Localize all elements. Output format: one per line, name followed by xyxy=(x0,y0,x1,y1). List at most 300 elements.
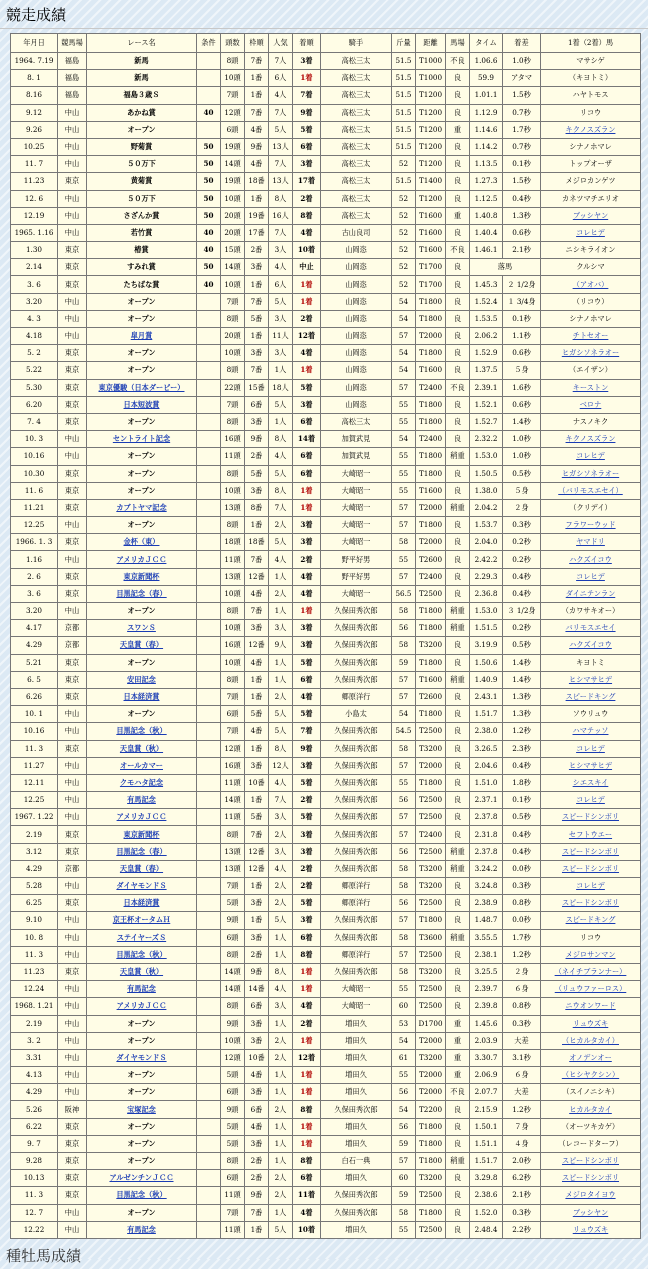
condition-cell xyxy=(197,379,221,396)
horse-link[interactable]: （ヒカルタカイ） xyxy=(562,1035,619,1045)
track-cell: 東京 xyxy=(58,499,87,516)
horse-link[interactable]: ブッシヤン xyxy=(572,1207,609,1217)
popularity-cell: 6人 xyxy=(269,276,293,293)
going-cell: 良 xyxy=(446,156,470,173)
table-row xyxy=(11,1101,641,1118)
going-cell: 不良 xyxy=(446,379,470,396)
date-cell: 10.13 xyxy=(11,1170,58,1187)
race-name-cell xyxy=(87,431,197,448)
race-link[interactable]: 日本短波賞 xyxy=(123,399,160,409)
jockey-cell: 高松三太 xyxy=(321,104,392,121)
time-cell: 59.9 xyxy=(470,70,503,87)
track-cell: 福島 xyxy=(58,70,87,87)
popularity-cell: 3人 xyxy=(269,843,293,860)
margin-cell: 0.4秒 xyxy=(503,568,541,585)
gate-cell: 5番 xyxy=(245,310,269,327)
field-size-cell: 16頭 xyxy=(221,757,245,774)
popularity-cell: 12人 xyxy=(269,757,293,774)
distance-cell: T1200 xyxy=(416,104,446,121)
gate-cell: 1番 xyxy=(245,328,269,345)
gate-cell: 2番 xyxy=(245,242,269,259)
gate-cell: 1番 xyxy=(245,190,269,207)
distance-cell: T3600 xyxy=(416,929,446,946)
placing-cell: 6着 xyxy=(293,671,321,688)
winner-cell: ソウリュウ xyxy=(541,706,641,723)
gate-cell: 4番 xyxy=(245,1067,269,1084)
horse-link[interactable]: キーストン xyxy=(572,382,609,392)
horse-link[interactable]: オノデンオー xyxy=(569,1052,612,1062)
horse-link[interactable]: キクノスズラン xyxy=(565,434,616,444)
horse-link[interactable]: スピードシンボリ xyxy=(561,1173,620,1183)
table-row xyxy=(11,156,641,173)
table-row xyxy=(11,1084,641,1101)
going-cell: 良 xyxy=(446,809,470,826)
table-row xyxy=(11,963,641,980)
weight-cell: 55 xyxy=(392,1067,416,1084)
weight-cell: 54 xyxy=(392,706,416,723)
weight-cell: 59 xyxy=(392,1187,416,1204)
margin-cell: 1.2秒 xyxy=(503,946,541,963)
race-link[interactable]: 目黒記念（秋） xyxy=(116,1190,167,1200)
race-link[interactable]: 有馬記念 xyxy=(127,1224,156,1234)
horse-link[interactable]: ハクズイコウ xyxy=(569,554,612,564)
weight-cell: 59 xyxy=(392,1135,416,1152)
track-cell: 東京 xyxy=(58,671,87,688)
popularity-cell: 4人 xyxy=(269,551,293,568)
jockey-cell: 山岡恣 xyxy=(321,396,392,413)
field-size-cell: 7頭 xyxy=(221,688,245,705)
horse-link[interactable]: シエスキイ xyxy=(572,777,609,787)
winner-cell xyxy=(541,1221,641,1238)
condition-cell xyxy=(197,345,221,362)
horse-link[interactable]: ハクズイコウ xyxy=(569,640,612,650)
weight-cell: 58 xyxy=(392,603,416,620)
time-cell: 1.14.2 xyxy=(470,138,503,155)
race-name-cell: 椿賞 xyxy=(87,242,197,259)
jockey-cell: 郷原洋行 xyxy=(321,878,392,895)
field-size-cell: 14頭 xyxy=(221,259,245,276)
race-link[interactable]: 京王杯オータムＨ xyxy=(112,915,171,925)
jockey-cell: 野平好男 xyxy=(321,568,392,585)
horse-link[interactable]: ニウオンワード xyxy=(565,1001,616,1011)
track-cell: 東京 xyxy=(58,362,87,379)
weight-cell: 51.5 xyxy=(392,173,416,190)
track-cell: 中山 xyxy=(58,757,87,774)
gate-cell: 18番 xyxy=(245,534,269,551)
horse-link[interactable]: （ヒシヤクシン） xyxy=(561,1070,620,1080)
table-row xyxy=(11,310,641,327)
horse-link[interactable]: （ネイチブランナー） xyxy=(554,967,627,977)
distance-cell: T1800 xyxy=(416,1118,446,1135)
table-row xyxy=(11,1204,641,1221)
weight-cell: 58 xyxy=(392,740,416,757)
going-cell: 良 xyxy=(446,173,470,190)
field-size-cell: 5頭 xyxy=(221,1067,245,1084)
field-size-cell: 9頭 xyxy=(221,1015,245,1032)
race-link[interactable]: クモハタ記念 xyxy=(119,777,164,787)
popularity-cell: 1人 xyxy=(269,1204,293,1221)
horse-link[interactable]: ダイニテンラン xyxy=(565,588,616,598)
horse-link[interactable]: コレヒデ xyxy=(576,227,605,237)
date-cell: 1968. 1.21 xyxy=(11,998,58,1015)
weight-cell: 55 xyxy=(392,1221,416,1238)
winner-cell: キヨトミ xyxy=(541,654,641,671)
horse-link[interactable]: ヒガシソネラオー xyxy=(561,468,620,478)
track-cell: 中山 xyxy=(58,448,87,465)
horse-link[interactable]: ヒガシソネラオー xyxy=(561,348,620,358)
track-cell: 中山 xyxy=(58,603,87,620)
margin-cell: 1.8秒 xyxy=(503,774,541,791)
race-link[interactable]: ステイヤーズＳ xyxy=(116,932,167,942)
condition-cell xyxy=(197,706,221,723)
gate-cell: 1番 xyxy=(245,792,269,809)
placing-cell: 3着 xyxy=(293,637,321,654)
going-cell: 良 xyxy=(446,276,470,293)
track-cell: 中山 xyxy=(58,998,87,1015)
race-link[interactable]: スワンＳ xyxy=(127,623,156,633)
race-link[interactable]: 目黒記念（春） xyxy=(116,846,167,856)
horse-link[interactable]: バリモスエセイ xyxy=(565,623,616,633)
margin-cell: ２身 xyxy=(503,963,541,980)
gate-cell: 8番 xyxy=(245,499,269,516)
race-link[interactable]: 目黒記念（春） xyxy=(116,588,167,598)
date-cell: 12.19 xyxy=(11,207,58,224)
weight-cell: 58 xyxy=(392,860,416,877)
race-name-cell xyxy=(87,1049,197,1066)
date-cell: 6.20 xyxy=(11,396,58,413)
race-name-cell: オープン xyxy=(87,465,197,482)
race-name-cell xyxy=(87,671,197,688)
race-name-cell xyxy=(87,998,197,1015)
race-link[interactable]: 目黒記念（秋） xyxy=(116,726,167,736)
placing-cell: 3着 xyxy=(293,620,321,637)
weight-cell: 55 xyxy=(392,774,416,791)
date-cell: 12.11 xyxy=(11,774,58,791)
race-link[interactable]: 東京優駿（日本ダービー） xyxy=(98,382,185,392)
horse-link[interactable]: ヒシマサヒデ xyxy=(568,760,613,770)
race-link[interactable]: アルゼンチンＪＣＣ xyxy=(109,1173,174,1183)
placing-cell: 1着 xyxy=(293,362,321,379)
table-body xyxy=(11,53,641,1239)
race-link[interactable]: オールカマー xyxy=(120,760,163,770)
horse-link[interactable]: スピードシンボリ xyxy=(561,812,620,822)
track-cell: 中山 xyxy=(58,190,87,207)
horse-link[interactable]: スピードキング xyxy=(565,692,616,702)
winner-cell: リコウ xyxy=(541,104,641,121)
margin-cell: 1.4秒 xyxy=(503,654,541,671)
horse-link[interactable]: スピードシンボリ xyxy=(561,846,620,856)
distance-cell: T3200 xyxy=(416,878,446,895)
gate-cell: 1番 xyxy=(245,912,269,929)
field-size-cell: 8頭 xyxy=(221,998,245,1015)
distance-cell: T1800 xyxy=(416,465,446,482)
track-cell: 東京 xyxy=(58,1135,87,1152)
field-size-cell: 10頭 xyxy=(221,345,245,362)
weight-cell: 57 xyxy=(392,946,416,963)
table-row xyxy=(11,259,641,276)
horse-link[interactable]: ヒカルタカイ xyxy=(569,1104,612,1114)
winner-cell: ニシキライオン xyxy=(541,242,641,259)
time-cell: 3.55.5 xyxy=(470,929,503,946)
distance-cell: T2600 xyxy=(416,688,446,705)
going-cell: 良 xyxy=(446,1204,470,1221)
date-cell: 11. 6 xyxy=(11,482,58,499)
date-cell: 11. 3 xyxy=(11,1187,58,1204)
condition-cell: 50 xyxy=(197,173,221,190)
weight-cell: 56 xyxy=(392,1118,416,1135)
horse-link[interactable]: スピードキング xyxy=(565,915,616,925)
race-link[interactable]: 皐月賞 xyxy=(130,331,153,341)
race-name-cell: 野菊賞 xyxy=(87,138,197,155)
jockey-cell: 久保田秀次郎 xyxy=(321,757,392,774)
weight-cell: 54.5 xyxy=(392,723,416,740)
track-cell: 中山 xyxy=(58,293,87,310)
margin-cell: ２ 1/2身 xyxy=(503,276,541,293)
race-link[interactable]: 有馬記念 xyxy=(127,984,156,994)
weight-cell: 57 xyxy=(392,328,416,345)
horse-link[interactable]: スピードシンボリ xyxy=(561,863,620,873)
horse-link[interactable]: ハマテッソ xyxy=(572,726,609,736)
margin-cell: 1.0秒 xyxy=(503,448,541,465)
placing-cell: 2着 xyxy=(293,792,321,809)
race-link[interactable]: 天皇賞（秋） xyxy=(119,967,164,977)
field-size-cell: 12頭 xyxy=(221,740,245,757)
track-cell: 中山 xyxy=(58,1204,87,1221)
placing-cell: 3着 xyxy=(293,156,321,173)
distance-cell: T1600 xyxy=(416,362,446,379)
condition-cell xyxy=(197,654,221,671)
distance-cell: T3200 xyxy=(416,963,446,980)
race-link[interactable]: ダイヤモンドＳ xyxy=(116,1052,167,1062)
horse-link[interactable]: セフトウエー xyxy=(568,829,613,839)
weight-cell: 57 xyxy=(392,809,416,826)
date-cell: 2.14 xyxy=(11,259,58,276)
condition-cell xyxy=(197,585,221,602)
distance-cell: T1800 xyxy=(416,1204,446,1221)
race-link[interactable]: 天皇賞（春） xyxy=(119,640,164,650)
table-row xyxy=(11,207,641,224)
time-cell: 1.40.4 xyxy=(470,224,503,241)
going-cell: 稍重 xyxy=(446,603,470,620)
date-cell: 11.27 xyxy=(11,757,58,774)
condition-cell xyxy=(197,465,221,482)
horse-link[interactable]: （アオバ） xyxy=(572,279,609,289)
placing-cell: 4着 xyxy=(293,688,321,705)
going-cell: 良 xyxy=(446,517,470,534)
weight-cell: 52 xyxy=(392,259,416,276)
track-cell: 東京 xyxy=(58,413,87,430)
race-link[interactable]: アメリカＪＣＣ xyxy=(116,1001,167,1011)
track-cell: 阪神 xyxy=(58,1101,87,1118)
condition-cell xyxy=(197,328,221,345)
date-cell: 12. 7 xyxy=(11,1204,58,1221)
popularity-cell: 1人 xyxy=(269,1135,293,1152)
popularity-cell: 1人 xyxy=(269,1084,293,1101)
race-link[interactable]: ダイヤモンドＳ xyxy=(116,881,167,891)
horse-link[interactable]: ベロナ xyxy=(579,399,602,409)
table-row xyxy=(11,104,641,121)
placing-cell: 3着 xyxy=(293,757,321,774)
field-size-cell: 6頭 xyxy=(221,1084,245,1101)
race-name-cell: オープン xyxy=(87,654,197,671)
going-cell: 良 xyxy=(446,585,470,602)
placing-cell: 8着 xyxy=(293,946,321,963)
time-cell: 1.52.9 xyxy=(470,345,503,362)
race-link[interactable]: アメリカＪＣＣ xyxy=(116,554,167,564)
race-link[interactable]: 天皇賞（春） xyxy=(119,863,164,873)
distance-cell: T1800 xyxy=(416,603,446,620)
gate-cell: 1番 xyxy=(245,671,269,688)
margin-cell: 2.0秒 xyxy=(503,1153,541,1170)
horse-link[interactable]: リュウズキ xyxy=(572,1018,609,1028)
track-cell: 中山 xyxy=(58,723,87,740)
condition-cell: 40 xyxy=(197,224,221,241)
jockey-cell: 大崎昭一 xyxy=(321,585,392,602)
condition-cell: 50 xyxy=(197,138,221,155)
race-link[interactable]: 天皇賞（秋） xyxy=(119,743,164,753)
winner-cell xyxy=(541,792,641,809)
horse-link[interactable]: コレヒデ xyxy=(576,743,605,753)
race-name-cell xyxy=(87,1101,197,1118)
time-cell: 1.06.6 xyxy=(470,53,503,70)
table-row xyxy=(11,1221,641,1238)
horse-link[interactable]: コレヒデ xyxy=(576,451,605,461)
margin-cell: 0.3秒 xyxy=(503,1204,541,1221)
jockey-cell: 山岡恣 xyxy=(321,242,392,259)
race-link[interactable]: 宝塚記念 xyxy=(127,1104,156,1114)
time-cell: 1.48.7 xyxy=(470,912,503,929)
horse-link[interactable]: ヒシマサヒデ xyxy=(568,674,613,684)
track-cell: 東京 xyxy=(58,895,87,912)
horse-link[interactable]: （バリモスエセイ） xyxy=(558,485,623,495)
race-link[interactable]: 安田記念 xyxy=(127,674,156,684)
race-link[interactable]: 日本経済賞 xyxy=(123,692,160,702)
race-link[interactable]: 東京新聞杯 xyxy=(123,829,160,839)
going-cell: 良 xyxy=(446,688,470,705)
margin-cell: ２身 xyxy=(503,499,541,516)
time-cell: 1.51.1 xyxy=(470,1135,503,1152)
horse-link[interactable]: メジロサンマン xyxy=(565,949,616,959)
race-name-cell: 新馬 xyxy=(87,53,197,70)
gate-cell: 2番 xyxy=(245,448,269,465)
field-size-cell: 13頭 xyxy=(221,568,245,585)
popularity-cell: 4人 xyxy=(269,981,293,998)
margin-cell: ６身 xyxy=(503,1067,541,1084)
placing-cell: 5着 xyxy=(293,121,321,138)
horse-link[interactable]: リュウズキ xyxy=(572,1224,609,1234)
margin-cell: ３ 1/2身 xyxy=(503,603,541,620)
going-cell: 良 xyxy=(446,792,470,809)
gate-cell: 1番 xyxy=(245,688,269,705)
jockey-cell: 郷原洋行 xyxy=(321,688,392,705)
date-cell: 7. 4 xyxy=(11,413,58,430)
distance-cell: T1800 xyxy=(416,620,446,637)
track-cell: 中山 xyxy=(58,1084,87,1101)
gate-cell: 19番 xyxy=(245,207,269,224)
field-size-cell: 7頭 xyxy=(221,87,245,104)
track-cell: 東京 xyxy=(58,1170,87,1187)
time-cell: 3.29.8 xyxy=(470,1170,503,1187)
field-size-cell: 7頭 xyxy=(221,1204,245,1221)
weight-cell: 56 xyxy=(392,792,416,809)
placing-cell: 4着 xyxy=(293,568,321,585)
race-name-cell xyxy=(87,895,197,912)
horse-link[interactable]: フラワーウッド xyxy=(565,520,616,530)
placing-cell: 12着 xyxy=(293,1049,321,1066)
popularity-cell: 4人 xyxy=(269,259,293,276)
distance-cell: T3200 xyxy=(416,860,446,877)
popularity-cell: 2人 xyxy=(269,1170,293,1187)
field-size-cell: 14頭 xyxy=(221,981,245,998)
margin-cell: 0.4秒 xyxy=(503,585,541,602)
margin-cell: 1.4秒 xyxy=(503,671,541,688)
winner-cell xyxy=(541,207,641,224)
distance-cell: T1800 xyxy=(416,654,446,671)
placing-cell: 6着 xyxy=(293,1170,321,1187)
horse-link[interactable]: ブッシヤン xyxy=(572,210,609,220)
race-link[interactable]: セントライト記念 xyxy=(112,434,171,444)
placing-cell: 5着 xyxy=(293,895,321,912)
distance-cell: T2000 xyxy=(416,757,446,774)
race-link[interactable]: 目黒記念（秋） xyxy=(116,949,167,959)
time-cell: 2.03.9 xyxy=(470,1032,503,1049)
race-link[interactable]: アメリカＪＣＣ xyxy=(116,812,167,822)
table-row xyxy=(11,465,641,482)
horse-link[interactable]: キクノスズラン xyxy=(565,124,616,134)
horse-link[interactable]: コレヒデ xyxy=(576,881,605,891)
track-cell: 中山 xyxy=(58,929,87,946)
horse-link[interactable]: メジロタイヨウ xyxy=(565,1190,616,1200)
race-link[interactable]: 金杯（東） xyxy=(123,537,160,547)
horse-link[interactable]: ヤマドリ xyxy=(576,537,605,547)
date-cell: 10. 8 xyxy=(11,929,58,946)
distance-cell: T2500 xyxy=(416,1187,446,1204)
date-cell: 10. 1 xyxy=(11,706,58,723)
condition-cell xyxy=(197,121,221,138)
weight-cell: 60 xyxy=(392,1170,416,1187)
date-cell: 12.25 xyxy=(11,792,58,809)
condition-cell xyxy=(197,1015,221,1032)
popularity-cell: 5人 xyxy=(269,1221,293,1238)
winner-cell xyxy=(541,534,641,551)
going-cell: 良 xyxy=(446,895,470,912)
race-results-table xyxy=(10,33,641,1239)
field-size-cell: 10頭 xyxy=(221,585,245,602)
condition-cell: 40 xyxy=(197,242,221,259)
jockey-cell: 久保田秀次郎 xyxy=(321,792,392,809)
race-link[interactable]: 東京新聞杯 xyxy=(123,571,160,581)
date-cell: 5.22 xyxy=(11,362,58,379)
race-link[interactable]: 日本経済賞 xyxy=(123,898,160,908)
race-link[interactable]: カブトヤマ記念 xyxy=(116,502,167,512)
race-name-cell: オープン xyxy=(87,1084,197,1101)
horse-link[interactable]: コレヒデ xyxy=(576,795,605,805)
margin-cell: 0.2秒 xyxy=(503,551,541,568)
race-link[interactable]: 有馬記念 xyxy=(127,795,156,805)
horse-link[interactable]: スピードシンボリ xyxy=(561,1156,620,1166)
horse-link[interactable]: チトセオー xyxy=(572,331,609,341)
horse-link[interactable]: コレヒデ xyxy=(576,571,605,581)
condition-cell xyxy=(197,878,221,895)
jockey-cell: 山岡恣 xyxy=(321,362,392,379)
race-name-cell xyxy=(87,946,197,963)
margin-cell: アタマ xyxy=(503,70,541,87)
popularity-cell: 18人 xyxy=(269,379,293,396)
field-size-cell: 22頭 xyxy=(221,379,245,396)
horse-link[interactable]: スピードシンボリ xyxy=(561,898,620,908)
horse-link[interactable]: （リュウファーロス） xyxy=(554,984,627,994)
weight-cell: 55 xyxy=(392,981,416,998)
